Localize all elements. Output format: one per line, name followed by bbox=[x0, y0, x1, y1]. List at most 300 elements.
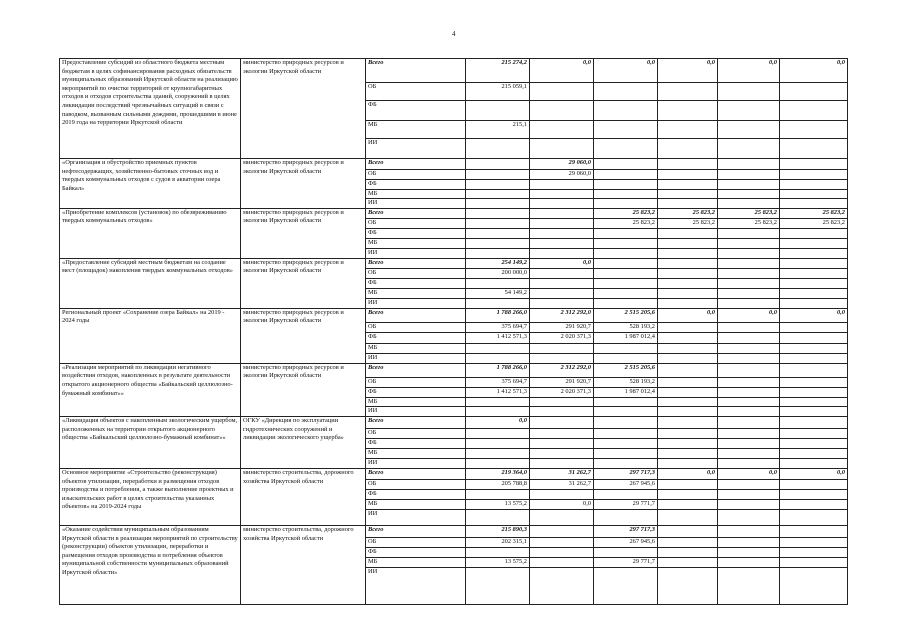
amount-cell bbox=[658, 83, 718, 101]
amount-cell bbox=[718, 489, 780, 499]
amount-cell bbox=[594, 238, 658, 248]
amount-cell: 2 312 292,0 bbox=[530, 363, 594, 377]
amount-cell bbox=[780, 509, 848, 525]
amount-cell bbox=[658, 170, 718, 180]
responsible-executor: ОГКУ «Дирекция по эксплуатации гидротехнических сооружений и ликвидации экологического ущерба» bbox=[241, 416, 366, 468]
table-row bbox=[60, 208, 848, 218]
amount-cell bbox=[780, 278, 848, 288]
amount-cell bbox=[658, 258, 718, 268]
amount-cell bbox=[780, 322, 848, 332]
amount-cell bbox=[530, 353, 594, 363]
amount-cell bbox=[530, 83, 594, 101]
amount-cell: 2 515 205,6 bbox=[594, 308, 658, 322]
amount-cell bbox=[530, 218, 594, 228]
funding-source: ФБ bbox=[366, 547, 466, 557]
amount-cell bbox=[718, 353, 780, 363]
amount-cell bbox=[718, 407, 780, 417]
amount-cell bbox=[780, 407, 848, 417]
amount-cell: 0,0 bbox=[780, 59, 848, 83]
amount-cell: 1 412 571,3 bbox=[466, 332, 530, 343]
amount-cell bbox=[530, 489, 594, 499]
amount-cell: 31 262,7 bbox=[530, 479, 594, 489]
amount-cell: 13 575,2 bbox=[466, 499, 530, 509]
amount-cell: 29 771,7 bbox=[594, 499, 658, 509]
funding-source: Всего bbox=[366, 468, 466, 479]
table-body bbox=[60, 59, 848, 605]
amount-cell bbox=[780, 238, 848, 248]
amount-cell: 25 823,2 bbox=[718, 218, 780, 228]
amount-cell bbox=[594, 268, 658, 278]
amount-cell: 1 412 571,3 bbox=[466, 387, 530, 397]
amount-cell: 2 020 371,3 bbox=[530, 332, 594, 343]
amount-cell bbox=[466, 397, 530, 407]
amount-cell bbox=[780, 489, 848, 499]
amount-cell bbox=[466, 489, 530, 499]
funding-table bbox=[59, 58, 848, 605]
amount-cell bbox=[594, 228, 658, 238]
amount-cell: 267 945,6 bbox=[594, 479, 658, 489]
amount-cell bbox=[530, 458, 594, 468]
amount-cell bbox=[530, 101, 594, 121]
amount-cell bbox=[718, 139, 780, 159]
amount-cell bbox=[466, 218, 530, 228]
amount-cell bbox=[594, 189, 658, 199]
amount-cell bbox=[658, 557, 718, 567]
amount-cell bbox=[594, 101, 658, 121]
funding-source: Всего bbox=[366, 525, 466, 537]
amount-cell bbox=[658, 189, 718, 199]
amount-cell bbox=[780, 268, 848, 278]
funding-source: МБ bbox=[366, 121, 466, 139]
amount-cell: 0,0 bbox=[718, 308, 780, 322]
amount-cell: 29 771,7 bbox=[594, 557, 658, 567]
measure-description: «Реализация мероприятий по ликвидации негативного воздействия отходов, накопленных в результате деятельности открытого акционерного общества «Байкальский целлюлозно-бумажный комбинат»» bbox=[60, 363, 241, 416]
amount-cell bbox=[530, 288, 594, 298]
amount-cell: 267 945,6 bbox=[594, 537, 658, 547]
amount-cell bbox=[780, 199, 848, 209]
table-row bbox=[60, 468, 848, 479]
amount-cell bbox=[718, 228, 780, 238]
amount-cell bbox=[658, 525, 718, 537]
amount-cell bbox=[658, 428, 718, 438]
measure-description: Региональный проект «Сохранение озера Байкал» на 2019 - 2024 годы bbox=[60, 308, 241, 363]
amount-cell bbox=[594, 547, 658, 557]
amount-cell bbox=[466, 438, 530, 448]
funding-source: ИИ bbox=[366, 567, 466, 604]
amount-cell bbox=[658, 101, 718, 121]
amount-cell bbox=[780, 83, 848, 101]
amount-cell bbox=[718, 416, 780, 428]
amount-cell bbox=[594, 83, 658, 101]
amount-cell bbox=[718, 180, 780, 190]
amount-cell bbox=[718, 509, 780, 525]
amount-cell bbox=[530, 199, 594, 209]
funding-source: МБ bbox=[366, 499, 466, 509]
amount-cell bbox=[466, 189, 530, 199]
amount-cell bbox=[530, 438, 594, 448]
amount-cell bbox=[594, 438, 658, 448]
funding-source: ФБ bbox=[366, 438, 466, 448]
amount-cell bbox=[594, 343, 658, 353]
amount-cell: 205 788,8 bbox=[466, 479, 530, 489]
table-row bbox=[60, 59, 848, 83]
amount-cell: 54 149,2 bbox=[466, 288, 530, 298]
amount-cell bbox=[780, 377, 848, 387]
amount-cell bbox=[594, 489, 658, 499]
page-number: 4 bbox=[452, 30, 456, 38]
measure-description: Предоставление субсидий из областного бюджета местным бюджетам в целях софинансирования расходных обязательств муниципальных образований Иркутской области на реализацию мероприятий по очистке территорий от крупногабаритных отходов и отходов строительства зданий, сооружений в целях ликвидации последствий чрезвычайных ситуаций в связи с паводком, вызванным сильными дождями, прошедшими в июне 2019 года на территории Иркутской области bbox=[60, 59, 241, 159]
amount-cell: 0,0 bbox=[530, 258, 594, 268]
funding-source: Всего bbox=[366, 363, 466, 377]
amount-cell bbox=[780, 397, 848, 407]
amount-cell bbox=[780, 248, 848, 258]
amount-cell bbox=[658, 377, 718, 387]
amount-cell bbox=[658, 121, 718, 139]
amount-cell bbox=[718, 387, 780, 397]
amount-cell bbox=[594, 121, 658, 139]
amount-cell bbox=[718, 268, 780, 278]
amount-cell bbox=[466, 248, 530, 258]
amount-cell bbox=[658, 397, 718, 407]
amount-cell: 291 920,7 bbox=[530, 377, 594, 387]
funding-source: Всего bbox=[366, 159, 466, 170]
amount-cell bbox=[530, 268, 594, 278]
funding-source: Всего bbox=[366, 208, 466, 218]
amount-cell bbox=[780, 387, 848, 397]
amount-cell bbox=[718, 101, 780, 121]
amount-cell: 2 020 371,3 bbox=[530, 387, 594, 397]
amount-cell bbox=[780, 228, 848, 238]
funding-source: ФБ bbox=[366, 387, 466, 397]
amount-cell: 25 823,2 bbox=[780, 208, 848, 218]
amount-cell bbox=[658, 199, 718, 209]
amount-cell bbox=[718, 199, 780, 209]
amount-cell bbox=[594, 416, 658, 428]
amount-cell bbox=[658, 537, 718, 547]
amount-cell bbox=[718, 298, 780, 308]
amount-cell bbox=[466, 343, 530, 353]
funding-source: МБ bbox=[366, 343, 466, 353]
amount-cell: 0,0 bbox=[780, 468, 848, 479]
amount-cell bbox=[658, 288, 718, 298]
amount-cell bbox=[780, 479, 848, 489]
amount-cell: 1 987 012,4 bbox=[594, 387, 658, 397]
funding-source: ОБ bbox=[366, 218, 466, 228]
amount-cell bbox=[780, 547, 848, 557]
amount-cell bbox=[780, 448, 848, 458]
amount-cell: 528 193,2 bbox=[594, 322, 658, 332]
table-row bbox=[60, 159, 848, 170]
amount-cell: 375 694,7 bbox=[466, 322, 530, 332]
funding-source: МБ bbox=[366, 288, 466, 298]
amount-cell bbox=[594, 159, 658, 170]
measure-description: «Приобретение комплексов (установок) по обезвреживанию твердых коммунальных отходов» bbox=[60, 208, 241, 258]
amount-cell bbox=[658, 509, 718, 525]
amount-cell bbox=[780, 428, 848, 438]
amount-cell bbox=[658, 298, 718, 308]
amount-cell bbox=[594, 509, 658, 525]
amount-cell: 0,0 bbox=[718, 59, 780, 83]
amount-cell bbox=[780, 189, 848, 199]
amount-cell bbox=[780, 537, 848, 547]
amount-cell bbox=[718, 332, 780, 343]
amount-cell: 0,0 bbox=[658, 308, 718, 322]
responsible-executor: министерство природных ресурсов и экологии Иркутской области bbox=[241, 363, 366, 416]
amount-cell bbox=[718, 288, 780, 298]
amount-cell bbox=[530, 407, 594, 417]
funding-source: ИИ bbox=[366, 509, 466, 525]
table-row bbox=[60, 525, 848, 537]
amount-cell bbox=[530, 428, 594, 438]
amount-cell: 215 059,1 bbox=[466, 83, 530, 101]
amount-cell bbox=[718, 448, 780, 458]
responsible-executor: министерство природных ресурсов и экологии Иркутской области bbox=[241, 208, 366, 258]
amount-cell: 25 823,2 bbox=[658, 218, 718, 228]
funding-source: ОБ bbox=[366, 83, 466, 101]
amount-cell: 13 575,2 bbox=[466, 557, 530, 567]
amount-cell bbox=[466, 170, 530, 180]
amount-cell: 297 717,3 bbox=[594, 468, 658, 479]
funding-source: ИИ bbox=[366, 199, 466, 209]
funding-source: ФБ bbox=[366, 228, 466, 238]
amount-cell: 0,0 bbox=[530, 59, 594, 83]
amount-cell bbox=[718, 83, 780, 101]
amount-cell: 254 149,2 bbox=[466, 258, 530, 268]
amount-cell bbox=[780, 363, 848, 377]
amount-cell: 0,0 bbox=[530, 499, 594, 509]
amount-cell bbox=[594, 397, 658, 407]
amount-cell: 297 717,3 bbox=[594, 525, 658, 537]
amount-cell bbox=[718, 547, 780, 557]
amount-cell bbox=[466, 199, 530, 209]
amount-cell: 25 823,2 bbox=[658, 208, 718, 218]
amount-cell: 25 823,2 bbox=[718, 208, 780, 218]
amount-cell bbox=[658, 268, 718, 278]
amount-cell bbox=[780, 343, 848, 353]
amount-cell bbox=[780, 298, 848, 308]
funding-source: ФБ bbox=[366, 332, 466, 343]
amount-cell bbox=[718, 121, 780, 139]
amount-cell bbox=[658, 479, 718, 489]
amount-cell bbox=[466, 180, 530, 190]
amount-cell bbox=[530, 509, 594, 525]
amount-cell bbox=[718, 458, 780, 468]
amount-cell bbox=[658, 238, 718, 248]
funding-source: ИИ bbox=[366, 353, 466, 363]
amount-cell bbox=[594, 199, 658, 209]
funding-source: Всего bbox=[366, 258, 466, 268]
amount-cell bbox=[780, 101, 848, 121]
amount-cell bbox=[780, 258, 848, 268]
amount-cell bbox=[594, 288, 658, 298]
amount-cell bbox=[658, 448, 718, 458]
amount-cell bbox=[718, 248, 780, 258]
amount-cell: 375 694,7 bbox=[466, 377, 530, 387]
amount-cell bbox=[780, 288, 848, 298]
amount-cell bbox=[658, 180, 718, 190]
amount-cell bbox=[530, 238, 594, 248]
amount-cell bbox=[780, 121, 848, 139]
amount-cell: 215 890,3 bbox=[466, 525, 530, 537]
amount-cell bbox=[718, 170, 780, 180]
amount-cell bbox=[466, 208, 530, 218]
amount-cell bbox=[718, 479, 780, 489]
amount-cell bbox=[530, 278, 594, 288]
amount-cell: 29 060,0 bbox=[530, 159, 594, 170]
amount-cell bbox=[530, 547, 594, 557]
amount-cell: 2 312 292,0 bbox=[530, 308, 594, 322]
amount-cell bbox=[594, 428, 658, 438]
amount-cell bbox=[658, 322, 718, 332]
amount-cell bbox=[658, 363, 718, 377]
amount-cell: 0,0 bbox=[780, 308, 848, 322]
amount-cell bbox=[466, 238, 530, 248]
amount-cell bbox=[594, 567, 658, 604]
amount-cell: 31 262,7 bbox=[530, 468, 594, 479]
amount-cell bbox=[530, 228, 594, 238]
funding-source: МБ bbox=[366, 448, 466, 458]
funding-source: МБ bbox=[366, 557, 466, 567]
funding-source: Всего bbox=[366, 308, 466, 322]
amount-cell bbox=[780, 332, 848, 343]
amount-cell bbox=[594, 258, 658, 268]
amount-cell: 25 823,2 bbox=[594, 218, 658, 228]
responsible-executor: министерство строительства, дорожного хозяйства Иркутской области bbox=[241, 525, 366, 604]
amount-cell bbox=[780, 180, 848, 190]
amount-cell bbox=[530, 416, 594, 428]
amount-cell bbox=[718, 159, 780, 170]
amount-cell bbox=[466, 228, 530, 238]
responsible-executor: министерство природных ресурсов и экологии Иркутской области bbox=[241, 308, 366, 363]
amount-cell bbox=[530, 567, 594, 604]
responsible-executor: министерство строительства, дорожного хозяйства Иркутской области bbox=[241, 468, 366, 525]
funding-source: ОБ bbox=[366, 479, 466, 489]
measure-description: «Оказание содействия муниципальным образованиям Иркутской области в реализации мероприятий по строительству (реконструкции) объектов утилизации, переработки и размещения отходов производства и потребления объектов муниципальной собственности муниципальных образований Иркутской области» bbox=[60, 525, 241, 604]
responsible-executor: министерство природных ресурсов и экологии Иркутской области bbox=[241, 59, 366, 159]
amount-cell bbox=[594, 407, 658, 417]
measure-description: «Предоставление субсидий местным бюджетам на создание мест (площадок) накопления твердых коммунальных отходов» bbox=[60, 258, 241, 308]
funding-source: ФБ bbox=[366, 180, 466, 190]
measure-description: «Организация и обустройство приемных пунктов нефтесодержащих, хозяйственно-бытовых сточных вод и твердых коммунальных отходов с судов в акватории озера Байкал» bbox=[60, 159, 241, 209]
amount-cell bbox=[530, 248, 594, 258]
funding-source: ИИ bbox=[366, 248, 466, 258]
amount-cell bbox=[658, 489, 718, 499]
amount-cell bbox=[466, 101, 530, 121]
amount-cell bbox=[658, 438, 718, 448]
amount-cell bbox=[658, 416, 718, 428]
amount-cell: 0,0 bbox=[594, 59, 658, 83]
amount-cell bbox=[658, 332, 718, 343]
amount-cell bbox=[594, 170, 658, 180]
amount-cell bbox=[718, 397, 780, 407]
funding-source: ИИ bbox=[366, 407, 466, 417]
amount-cell bbox=[466, 278, 530, 288]
table-row bbox=[60, 363, 848, 377]
amount-cell bbox=[530, 537, 594, 547]
amount-cell bbox=[594, 298, 658, 308]
amount-cell bbox=[594, 139, 658, 159]
amount-cell bbox=[780, 170, 848, 180]
amount-cell: 0,0 bbox=[718, 468, 780, 479]
amount-cell: 200 000,0 bbox=[466, 268, 530, 278]
table-row bbox=[60, 258, 848, 268]
amount-cell bbox=[718, 499, 780, 509]
amount-cell bbox=[530, 208, 594, 218]
amount-cell bbox=[658, 159, 718, 170]
amount-cell: 202 315,1 bbox=[466, 537, 530, 547]
amount-cell bbox=[718, 525, 780, 537]
amount-cell bbox=[658, 248, 718, 258]
funding-source: ИИ bbox=[366, 458, 466, 468]
amount-cell bbox=[718, 537, 780, 547]
amount-cell bbox=[658, 228, 718, 238]
amount-cell bbox=[718, 258, 780, 268]
amount-cell bbox=[530, 189, 594, 199]
amount-cell: 528 193,2 bbox=[594, 377, 658, 387]
funding-source: ИИ bbox=[366, 298, 466, 308]
measure-description: «Ликвидация объектов с накопленным экологическим ущербом, расположенных на территории открытого акционерного общества «Байкальский целлюлозно-бумажный комбинат»» bbox=[60, 416, 241, 468]
amount-cell: 25 823,2 bbox=[780, 218, 848, 228]
amount-cell bbox=[718, 428, 780, 438]
amount-cell bbox=[658, 343, 718, 353]
amount-cell bbox=[594, 458, 658, 468]
amount-cell: 291 920,7 bbox=[530, 322, 594, 332]
amount-cell bbox=[466, 448, 530, 458]
amount-cell bbox=[530, 557, 594, 567]
amount-cell bbox=[466, 298, 530, 308]
amount-cell bbox=[466, 139, 530, 159]
funding-source: ИИ bbox=[366, 139, 466, 159]
amount-cell bbox=[780, 557, 848, 567]
amount-cell bbox=[530, 121, 594, 139]
amount-cell bbox=[466, 159, 530, 170]
amount-cell bbox=[594, 180, 658, 190]
amount-cell bbox=[466, 407, 530, 417]
amount-cell bbox=[530, 343, 594, 353]
amount-cell bbox=[658, 139, 718, 159]
amount-cell bbox=[594, 353, 658, 363]
funding-source: ОБ bbox=[366, 170, 466, 180]
amount-cell bbox=[718, 567, 780, 604]
amount-cell bbox=[658, 353, 718, 363]
amount-cell: 2 515 205,6 bbox=[594, 363, 658, 377]
amount-cell bbox=[658, 387, 718, 397]
amount-cell bbox=[780, 438, 848, 448]
amount-cell bbox=[466, 547, 530, 557]
amount-cell bbox=[658, 278, 718, 288]
amount-cell: 0,0 bbox=[466, 416, 530, 428]
amount-cell bbox=[718, 278, 780, 288]
amount-cell bbox=[780, 525, 848, 537]
amount-cell bbox=[780, 416, 848, 428]
amount-cell bbox=[530, 448, 594, 458]
amount-cell: 0,0 bbox=[658, 468, 718, 479]
funding-source: ОБ bbox=[366, 537, 466, 547]
amount-cell: 29 060,0 bbox=[530, 170, 594, 180]
amount-cell bbox=[530, 298, 594, 308]
funding-source: ФБ bbox=[366, 101, 466, 121]
amount-cell bbox=[466, 567, 530, 604]
measure-description: Основное мероприятие «Строительство (реконструкция) объектов утилизации, переработки и размещения отходов производства и потребления, а также выполнение проектных и изыскательских работ в целях строительства указанных объектов» на 2019-2024 годы bbox=[60, 468, 241, 525]
amount-cell bbox=[658, 407, 718, 417]
amount-cell bbox=[530, 139, 594, 159]
table-row bbox=[60, 416, 848, 428]
amount-cell bbox=[530, 180, 594, 190]
funding-source: МБ bbox=[366, 238, 466, 248]
amount-cell bbox=[658, 567, 718, 604]
amount-cell: 0,0 bbox=[658, 59, 718, 83]
funding-source: ОБ bbox=[366, 268, 466, 278]
